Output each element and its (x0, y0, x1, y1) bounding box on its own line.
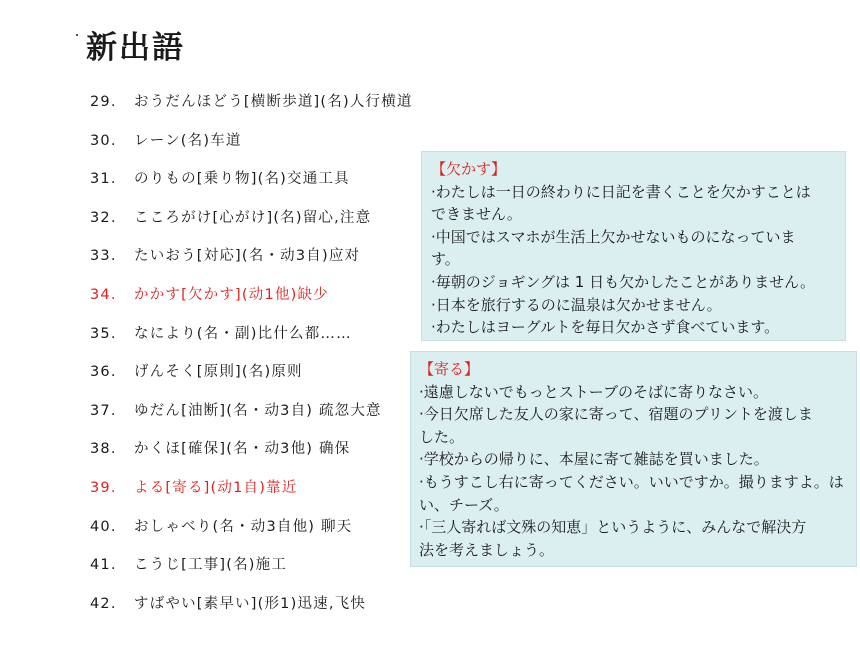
example-sentence: した。 (419, 427, 465, 446)
vocab-item (90, 517, 413, 556)
vocab-number: 34. (90, 286, 117, 303)
vocab-text: こうじ[工事](名)施工 (134, 557, 288, 574)
vocab-text: たいおう[対応](名・动3自)应对 (134, 248, 361, 265)
vocab-text: おしゃべり(名・动3自他) 聊天 (134, 518, 353, 535)
example-panel-kakasu (421, 151, 846, 341)
vocab-text: レーン(名)车道 (134, 132, 242, 149)
vocab-item (90, 208, 413, 247)
vocab-number: 37. (90, 402, 117, 419)
vocab-number: 39. (90, 479, 117, 496)
vocab-item (90, 594, 413, 633)
vocab-item (90, 131, 413, 170)
vocab-item (90, 169, 413, 208)
vocab-text: のりもの[乗り物](名)交通工具 (134, 171, 350, 188)
example-sentence: ·わたしはヨーグルトを毎日欠かさず食べています。 (431, 318, 780, 337)
vocab-text: すばやい[素早い](形1)迅速,飞快 (134, 595, 367, 612)
panel-heading: 【寄る】 (419, 360, 480, 378)
page-title: 新出語 (86, 30, 185, 66)
example-sentence: 法を考えましょう。 (419, 540, 555, 559)
vocab-item (90, 362, 413, 401)
vocab-item (90, 401, 413, 440)
panel-heading: 【欠かす】 (431, 160, 507, 178)
vocab-text: よる[寄る](动1自)靠近 (134, 479, 298, 496)
vocab-item (90, 555, 413, 594)
vocab-number: 33. (90, 248, 117, 265)
vocab-number: 29. (90, 94, 117, 110)
vocab-number: 38. (90, 441, 117, 458)
vocab-text: ゆだん[油断](名・动3自) 疏忽大意 (134, 402, 382, 419)
example-sentence: ·遠慮しないでもっとストーブのそばに寄りなさい。 (419, 382, 769, 401)
vocab-text: げんそく[原則](名)原则 (134, 364, 303, 381)
example-sentence: す。 (431, 250, 460, 269)
vocab-text: おうだんほどう[横断歩道](名)人行横道 (134, 94, 413, 110)
vocab-number: 42. (90, 595, 117, 612)
example-sentence: ·毎朝のジョギングは 1 日も欠かしたことがありません。 (431, 272, 816, 291)
vocab-item (90, 439, 413, 478)
example-sentence: ·「三人寄れば文殊の知恵」というように、みんなで解決方 (419, 518, 807, 537)
vocab-item (90, 324, 413, 363)
vocab-text: かかす[欠かす](动1他)缺少 (134, 286, 329, 303)
vocab-item (90, 478, 413, 517)
vocab-text: こころがけ[心がけ](名)留心,注意 (134, 209, 372, 226)
vocab-number: 30. (90, 132, 117, 149)
vocab-number: 40. (90, 518, 117, 535)
example-sentence: ·もうすこし右に寄ってください。いいですか。撮りますよ。は (419, 472, 844, 491)
example-sentence: ·今日欠席した友人の家に寄って、宿題のプリントを渡しま (419, 405, 813, 424)
example-sentence: ·日本を旅行するのに温泉は欠かせません。 (431, 295, 722, 314)
example-sentence: できません。 (431, 205, 522, 224)
vocab-number: 41. (90, 557, 117, 574)
example-sentence: ·中国ではスマホが生活上欠かせないものになっていま (431, 227, 796, 246)
vocab-number: 32. (90, 209, 117, 226)
vocab-item (90, 285, 413, 324)
vocab-number: 31. (90, 171, 117, 188)
vocab-text: なにより(名・副)比什么都…… (134, 325, 352, 342)
example-sentence: い、チーズ。 (419, 495, 509, 514)
vocab-list (90, 92, 413, 632)
example-panel-yoru (410, 351, 857, 567)
vocab-item (90, 92, 413, 131)
example-sentence: ·わたしは一日の終わりに日記を書くことを欠かすことは (431, 182, 811, 201)
vocab-text: かくほ[確保](名・动3他) 确保 (134, 441, 351, 458)
vocab-number: 35. (90, 325, 117, 342)
bullet-dot (76, 34, 78, 36)
vocab-number: 36. (90, 364, 117, 381)
vocab-item (90, 246, 413, 285)
example-sentence: ·学校からの帰りに、本屋に寄て雑誌を買いました。 (419, 450, 769, 469)
